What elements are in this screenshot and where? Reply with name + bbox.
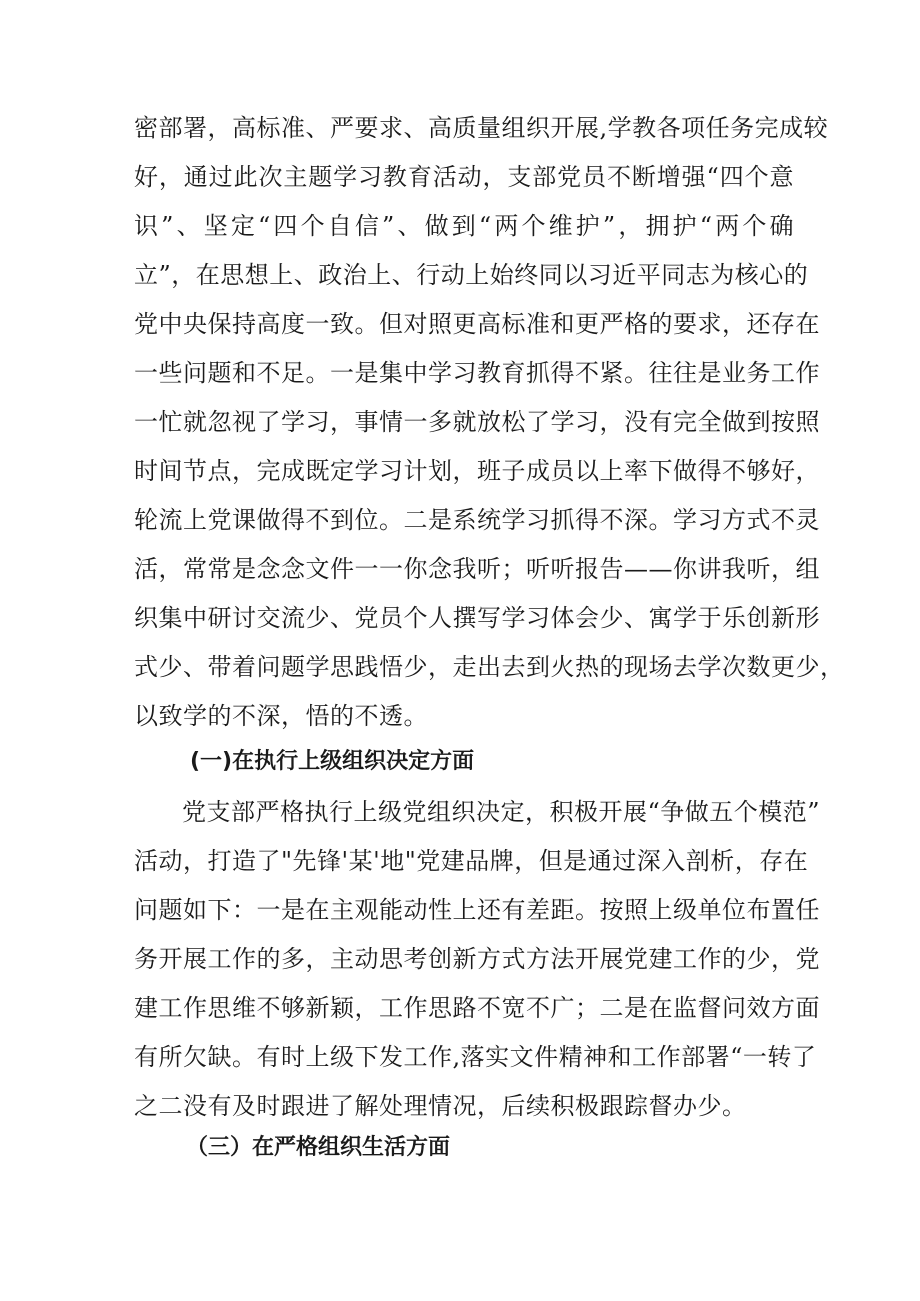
text-line: 党中央保持高度一致。但对照更高标准和更严格的要求，还存在 <box>134 310 820 338</box>
text-line: 式少、带着问题学思践悟少，走出去到火热的现场去学次数更少， <box>134 653 845 681</box>
text-line: 建工作思维不够新颖，工作思路不宽不广；二是在监督问效方面 <box>134 994 820 1022</box>
text-line: 之二没有及时跟进了解处理情况，后续积极跟踪督办少。 <box>134 1092 747 1120</box>
text-line: 有所欠缺。有时上级下发工作,落实文件精神和工作部署“一转了 <box>134 1043 817 1071</box>
text-line: 好，通过此次主题学习教育活动，支部党员不断增强“四个意 <box>134 163 794 191</box>
text-line: 党支部严格执行上级党组织决定，积极开展“争做五个模范” <box>182 798 821 826</box>
text-line: 问题如下：一是在主观能动性上还有差距。按照上级单位布置任 <box>134 896 820 924</box>
text-line: 活动，打造了"先锋'某'地"党建品牌，但是通过深入剖析，存在 <box>134 847 809 875</box>
text-line: 时间节点，完成既定学习计划，班子成员以上率下做得不够好， <box>134 457 820 485</box>
text-line: 一忙就忽视了学习，事情一多就放松了学习，没有完全做到按照 <box>134 408 820 436</box>
text-line: 活，常常是念念文件一一你念我听；听听报告——你讲我听，组 <box>134 555 820 583</box>
text-line: 务开展工作的多，主动思考创新方式方法开展党建工作的少，党 <box>134 945 820 973</box>
text-line: 一些问题和不足。一是集中学习教育抓得不紧。往往是业务工作 <box>134 359 820 387</box>
section-heading: (一)在执行上级组织决定方面 <box>190 749 475 774</box>
text-line: 轮流上党课做得不到位。二是系统学习抓得不深。学习方式不灵 <box>134 506 820 534</box>
text-line: 织集中研讨交流少、党员个人撰写学习体会少、寓学于乐创新形 <box>134 604 820 632</box>
text-line: 立”，在思想上、政治上、行动上始终同以习近平同志为核心的 <box>134 261 809 289</box>
section-heading: （三）在严格组织生活方面 <box>186 1135 451 1160</box>
text-line: 以致学的不深，悟的不透。 <box>134 702 428 730</box>
text-line: 密部署，高标准、严要求、高质量组织开展,学教各项任务完成较 <box>134 114 829 142</box>
text-line: 识”、坚定“四个自信”、做到“两个维护”，拥护“两个确 <box>134 212 794 240</box>
